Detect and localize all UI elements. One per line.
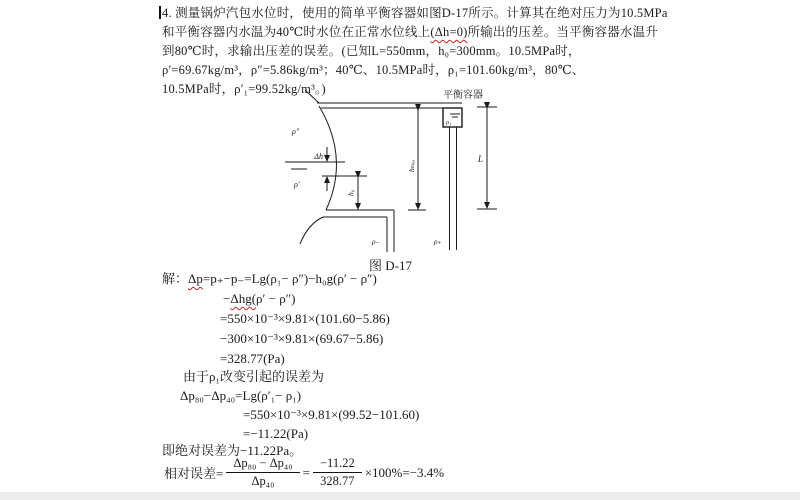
solution-line-3: =550×10⁻³×9.81×(101.60−5.86) <box>220 311 390 326</box>
fraction2-numerator: −11.22 <box>313 456 362 473</box>
solution-jie: 解： <box>162 271 189 286</box>
solution-line-1 <box>162 270 377 288</box>
balance-container-label: 平衡容器 <box>443 90 483 101</box>
figure-d17 <box>278 86 513 256</box>
hmax-label: hₘₐₓ <box>407 159 416 172</box>
rho-double-prime-label: ρ″ <box>292 127 300 136</box>
solution-line-8: =550×10⁻³×9.81×(99.52−101.60) <box>243 407 420 422</box>
solution-line-4: −300×10⁻³×9.81×(69.67−5.86) <box>220 331 384 346</box>
balance-container-diagram <box>278 86 513 256</box>
fraction1-denominator: Δp₄₀ <box>251 474 275 488</box>
figure-caption: 图 D-17 <box>369 258 412 273</box>
solution-line-6: 由于ρ₁改变引起的误差为 <box>183 369 325 384</box>
delta-h-label: Δh <box>314 152 323 161</box>
solution-line-7: Δp₈₀−Δp₄₀=Lg(ρ′₁− ρ₁) <box>180 388 302 403</box>
problem-line-2-pre: 和平衡容器内水温为40℃时水位在正常水位线上 <box>162 25 431 39</box>
h0-label: h₀ <box>346 189 355 196</box>
rho-minus-label: ρ₋ <box>372 237 380 246</box>
eq2-spellcheck: Δhg( <box>230 291 257 306</box>
solution-line-2 <box>223 290 295 308</box>
problem-line-2-spellcheck: (Δh=0) <box>430 25 468 39</box>
problem-line-5: 10.5MPa时，ρ′₁=99.52kg/m³。) <box>162 82 326 96</box>
drum-wall-bottom <box>300 217 323 244</box>
window-bottom-edge <box>0 492 800 500</box>
eq2-rest: ρ′ − ρ″) <box>256 291 296 306</box>
solution-line-5: =328.77(Pa) <box>220 351 285 366</box>
text-cursor[interactable] <box>159 6 161 19</box>
solution-line-10: 即绝对误差为−11.22Pa。 <box>162 443 303 458</box>
rho1-label: ρ₁ <box>446 119 452 126</box>
drum-wall-top <box>305 90 319 103</box>
relative-error-numeric-fraction <box>313 456 362 489</box>
relative-error-result: ×100%=−3.4% <box>364 464 445 480</box>
relative-error-label: 相对误差= <box>164 466 224 481</box>
l-label: L <box>477 154 483 164</box>
relative-error-equals: = <box>302 464 310 480</box>
fraction1-numerator: Δp₈₀ − Δp₄₀ <box>226 456 299 473</box>
eq1-spellcheck: Δp <box>188 271 203 286</box>
relative-error-line <box>164 456 444 489</box>
relative-error-symbolic-fraction <box>226 456 299 489</box>
problem-line-2-post: 所输出的压差。当平衡容器水温升 <box>467 25 659 39</box>
problem-line-2 <box>162 23 658 41</box>
rho-plus-label: ρ₊ <box>434 237 442 246</box>
rho-prime-label: ρ′ <box>294 180 300 189</box>
problem-line-3: 到80℃时，求输出压差的误差。(已知L=550mm，h₀=300mm。10.5MPa时， <box>162 44 581 58</box>
solution-line-9: =−11.22(Pa) <box>243 426 309 441</box>
problem-line-1: 4. 测量锅炉汽包水位时，使用的简单平衡容器如图D-17所示。计算其在绝对压力为10.5MPa <box>162 6 668 20</box>
eq1-rest: =p₊−p₋=Lg(ρ₁− ρ″)−h₀g(ρ′ − ρ″) <box>202 271 377 286</box>
fraction2-denominator: 328.77 <box>320 474 355 488</box>
problem-line-4: ρ′=69.67kg/m³，ρ″=5.86kg/m³；40℃、10.5MPa时，ρ₁=101.60kg/m³，80℃、 <box>162 63 585 77</box>
eq2-pre: − <box>223 291 231 306</box>
